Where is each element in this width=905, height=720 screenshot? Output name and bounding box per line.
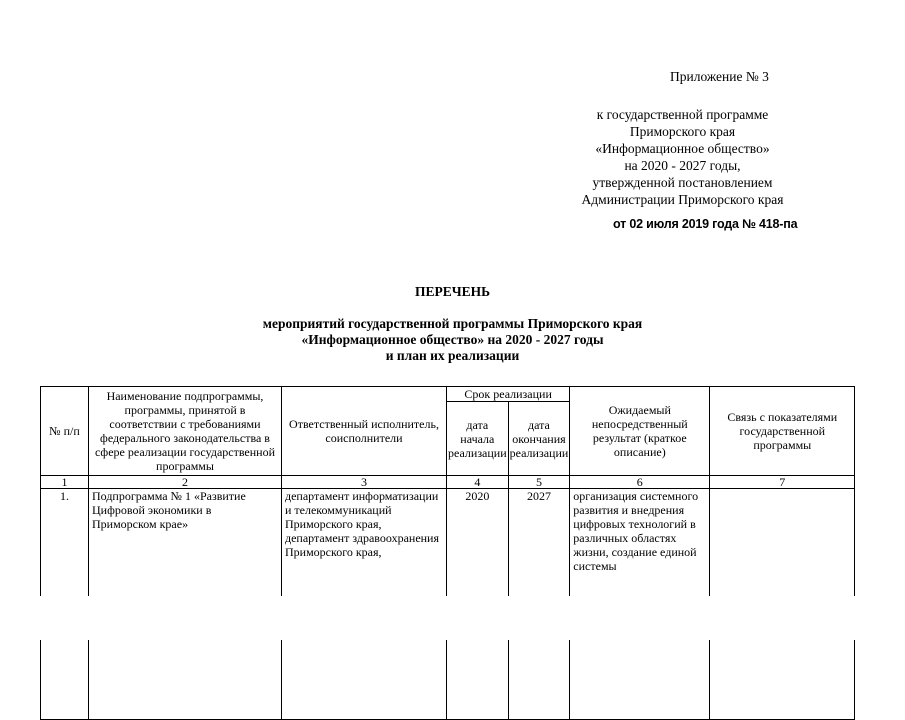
column-number: 2 [89,476,282,489]
appendix-line: Приморского края [629,124,736,139]
header-link: Связь с показателями государственной программы [710,387,855,476]
header-name: Наименование подпрограммы, программы, принятой в соответствии с требованиями федерального законодательства в сфере реализации государственной программы [89,387,282,476]
appendix-line: Администрации Приморского края [581,192,784,207]
column-number: 7 [710,476,855,489]
header-result: Ожидаемый непосредственный результат (краткое описание) [570,387,710,476]
row-start: 2020 [447,489,509,720]
column-numbers-row [41,476,855,489]
appendix-lines [560,106,805,208]
appendix-title: Приложение № 3 [670,69,769,84]
row-end: 2027 [508,489,570,720]
page-cutoff [0,596,905,640]
document-subtitle [0,316,905,364]
header-end: дата окончания реализации [508,402,570,476]
appendix-line: утвержденной постановлением [592,175,773,190]
appendix-line: «Информационное общество» [595,141,770,156]
column-number: 1 [41,476,89,489]
header-executor: Ответственный исполнитель, соисполнители [282,387,447,476]
row-executor: департамент информатизации и телекоммуникаций Приморского края, департамент здравоохранения Приморского края, [282,489,447,720]
row-num: 1. [41,489,89,720]
row-result: организация системного развития и внедрения цифровых технологий в различных областях жизни, создание единой системы [570,489,710,720]
decree-stamp: от 02 июля 2019 года № 418-па [613,217,798,231]
header-period: Срок реализации [447,387,570,402]
column-number: 6 [570,476,710,489]
header-row [41,387,855,402]
appendix-line: к государственной программе [596,107,769,122]
subtitle-line: и план их реализации [385,348,520,363]
column-number: 4 [447,476,509,489]
appendix-line: на 2020 - 2027 годы, [624,158,741,173]
subtitle-line: мероприятий государственной программы Приморского края [262,316,643,331]
document-title: ПЕРЕЧЕНЬ [414,284,491,299]
row-name: Подпрограмма № 1 «Развитие Цифровой экономики в Приморском крае» [89,489,282,720]
column-number: 5 [508,476,570,489]
header-start: дата начала реализации [447,402,509,476]
subtitle-line: «Информационное общество» на 2020 - 2027 годы [301,332,604,347]
column-number: 3 [282,476,447,489]
header-num: № п/п [41,387,89,476]
measures-table [40,386,855,720]
